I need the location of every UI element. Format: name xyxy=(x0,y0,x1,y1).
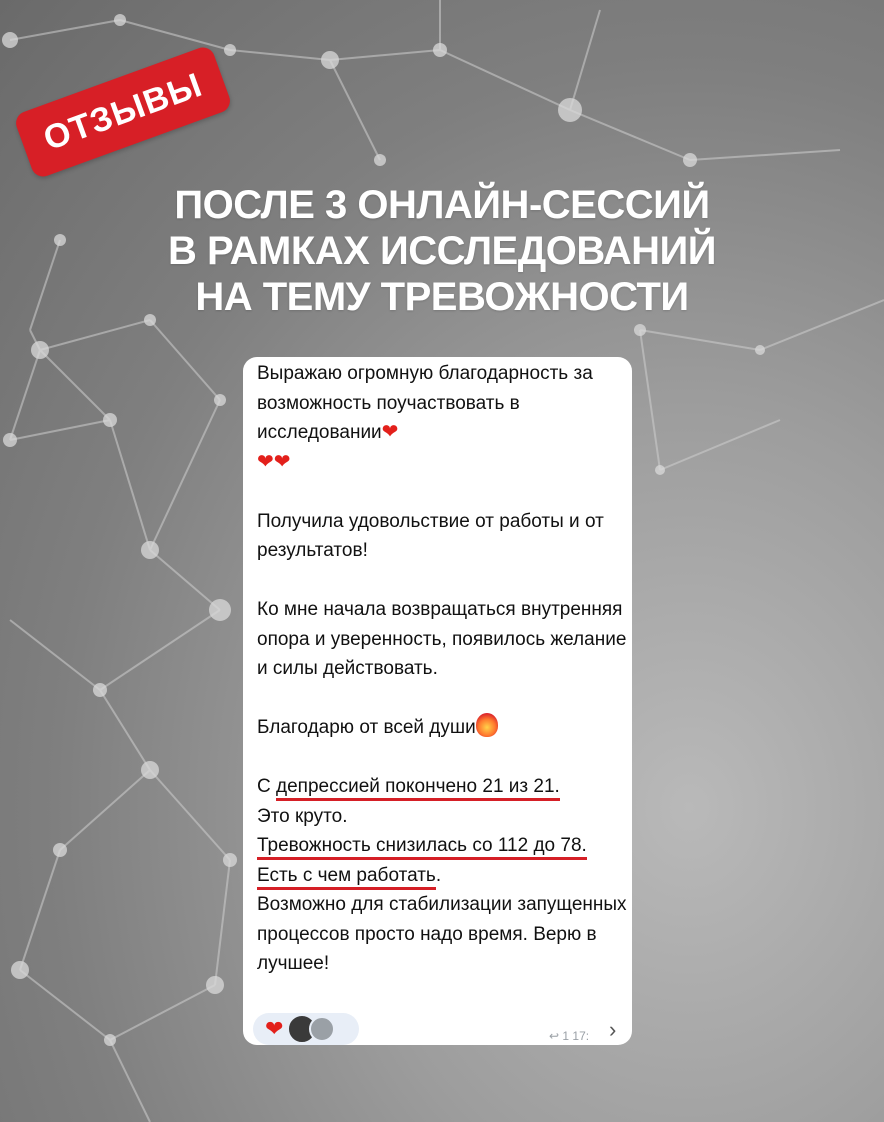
reply-icon: ↩ xyxy=(549,1029,560,1043)
heart-emoji: ❤ xyxy=(273,450,291,473)
message-text-4: Благодарю от всей души xyxy=(257,717,476,738)
message-paragraph-1 xyxy=(257,359,627,477)
avatar xyxy=(309,1016,335,1042)
review-card xyxy=(243,357,632,1045)
message-paragraph-3: Ко мне начала возвращаться внутренняя опора и уверенность, появилось желание и силы действовать. xyxy=(257,599,627,679)
message-text-5-rest: Возможно для стабилизации запущенных процессов просто надо время. Верю в лучшее! xyxy=(257,894,627,974)
headline-line-3: НА ТЕМУ ТРЕВОЖНОСТИ xyxy=(195,275,689,319)
reactions-bar[interactable] xyxy=(253,1013,359,1045)
underlined-depression-result: депрессией покончено 21 из 21. xyxy=(276,776,560,801)
message-text-5-after: . xyxy=(435,864,442,886)
message-text-5-line2: Это круто. xyxy=(257,805,348,827)
underlined-anxiety-result: Тревожность снизилась со 112 до 78. Есть с чем работать xyxy=(257,835,587,890)
headline-line-1: ПОСЛЕ 3 ОНЛАЙН-СЕССИЙ xyxy=(174,183,710,227)
headline-line-2: В РАМКАХ ИССЛЕДОВАНИЙ xyxy=(167,229,716,273)
chevron-right-icon[interactable]: › xyxy=(609,1017,617,1042)
message-paragraph-4 xyxy=(257,713,627,743)
message-paragraph-5 xyxy=(257,772,627,979)
message-text-1: Выражаю огромную благодарность за возможность поучаствовать в исследовании xyxy=(257,363,593,443)
review-message xyxy=(257,359,627,979)
message-meta-text: 1 17: xyxy=(562,1029,590,1043)
reviews-badge-label: ОТЗЫВЫ xyxy=(38,65,208,158)
message-meta xyxy=(549,1029,589,1043)
heart-emoji: ❤ xyxy=(381,421,399,443)
message-paragraph-2: Получила удовольствие от работы и от результатов! xyxy=(257,510,604,561)
message-text-5-prefix: С xyxy=(257,776,276,797)
headline xyxy=(0,182,884,320)
heart-emoji: ❤ xyxy=(257,450,274,473)
heart-icon: ❤ xyxy=(265,1016,284,1041)
fire-heart-emoji xyxy=(476,713,498,737)
